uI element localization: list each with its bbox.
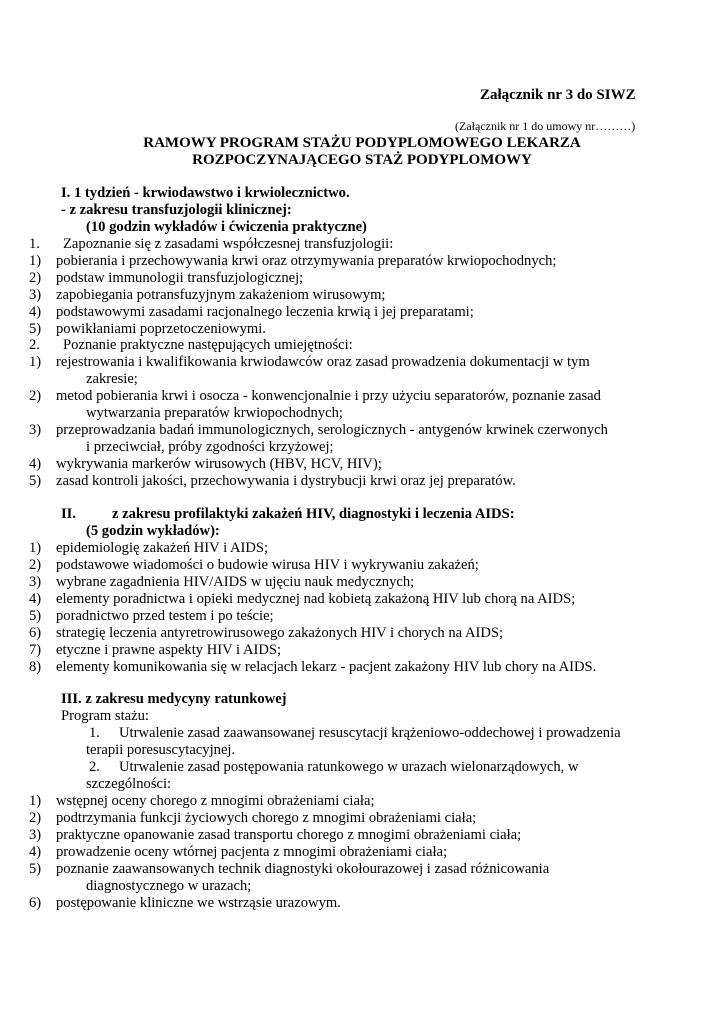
section1-list2-item-text: przeprowadzania badań immunologicznych, serologicznych - antygenów krwinek czerwonych xyxy=(56,422,608,438)
section2-list-item-number: 1) xyxy=(29,540,42,556)
document-title-line2: ROZPOCZYNAJĄCEGO STAŻ PODYPLOMOWY xyxy=(192,152,532,168)
section2-list-item-text: strategię leczenia antyretrowirusowego zakażonych HIV i chorych na AIDS; xyxy=(56,625,504,641)
section1-heading: I. 1 tydzień - krwiodawstwo i krwiolecznictwo. xyxy=(61,185,350,201)
section1-list1-item-number: 5) xyxy=(29,321,42,337)
section3-list-item-number: 5) xyxy=(29,861,42,877)
section2-number: II. xyxy=(61,506,77,522)
annex-label: Załącznik nr 3 do SIWZ xyxy=(480,87,636,103)
section1-sub2: (10 godzin wykładów i ćwiczenia praktyczne) xyxy=(86,219,367,235)
section1-list2-item-number: 3) xyxy=(29,422,42,438)
section2-list-item-text: wybrane zagadnienia HIV/AIDS w ujęciu nauk medycznych; xyxy=(56,574,415,590)
section1-part1-text: Zapoznanie się z zasadami współczesnej transfuzjologii: xyxy=(63,236,394,252)
section3-list-item-number: 3) xyxy=(29,827,42,843)
section3-p1-number: 1. xyxy=(89,725,100,741)
section2-list-item-number: 6) xyxy=(29,625,42,641)
section3-p1-continuation: terapii poresuscytacyjnej. xyxy=(86,742,236,758)
section3-list-item-text: poznanie zaawansowanych technik diagnostyki okołourazowej i zasad różnicowania xyxy=(56,861,550,877)
section1-list1-item-text: powikłaniami poprzetoczeniowymi. xyxy=(56,321,266,337)
section2-list-item-number: 8) xyxy=(29,659,42,675)
section1-part2-number: 2. xyxy=(29,337,40,353)
section1-list2-item-text: zasad kontroli jakości, przechowywania i dystrybucji krwi oraz jej preparatów. xyxy=(56,473,516,489)
section2-heading: z zakresu profilaktyki zakażeń HIV, diagnostyki i leczenia AIDS: xyxy=(112,506,515,522)
section3-p2-text: Utrwalenie zasad postępowania ratunkowego w urazach wielonarządowych, w xyxy=(119,759,579,775)
section3-p2-continuation: szczególności: xyxy=(86,776,172,792)
section1-part1-number: 1. xyxy=(29,236,40,252)
section1-list2-item-number: 4) xyxy=(29,456,42,472)
section2-list-item-number: 2) xyxy=(29,557,42,573)
section3-list-item-text: praktyczne opanowanie zasad transportu chorego z mnogimi obrażeniami ciała; xyxy=(56,827,522,843)
section3-list-item-continuation: diagnostycznego w urazach; xyxy=(86,878,252,894)
section3-list-item-number: 1) xyxy=(29,793,42,809)
section1-list2-item-text: rejestrowania i kwalifikowania krwiodawców oraz zasad prowadzenia dokumentacji w tym xyxy=(56,354,590,370)
section1-list2-item-continuation: i przeciwciał, próby zgodności krzyżowej; xyxy=(86,439,334,455)
section1-list1-item-number: 4) xyxy=(29,304,42,320)
section1-list2-item-number: 2) xyxy=(29,388,42,404)
annex-note: (Załącznik nr 1 do umowy nr………) xyxy=(455,119,636,133)
section1-list1-item-number: 3) xyxy=(29,287,42,303)
section2-list-item-text: elementy komunikowania się w relacjach lekarz - pacjent zakażony HIV lub chory na AIDS. xyxy=(56,659,597,675)
section1-list1-item-number: 1) xyxy=(29,253,42,269)
section2-list-item-text: poradnictwo przed testem i po teście; xyxy=(56,608,274,624)
section2-list-item-number: 5) xyxy=(29,608,42,624)
section3-list-item-text: podtrzymania funkcji życiowych chorego z mnogimi obrażeniami ciała; xyxy=(56,810,477,826)
section3-list-item-text: wstępnej oceny chorego z mnogimi obrażeniami ciała; xyxy=(56,793,375,809)
section1-list2-item-number: 5) xyxy=(29,473,42,489)
section3-list-item-text: postępowanie kliniczne we wstrząsie urazowym. xyxy=(56,895,341,911)
section3-p2-number: 2. xyxy=(89,759,100,775)
section2-list-item-text: podstawowe wiadomości o budowie wirusa HIV i wykrywaniu zakażeń; xyxy=(56,557,479,573)
section1-list1-item-text: zapobiegania potransfuzyjnym zakażeniom wirusowym; xyxy=(56,287,386,303)
section2-list-item-number: 3) xyxy=(29,574,42,590)
section1-list1-item-number: 2) xyxy=(29,270,42,286)
section1-list1-item-text: podstawowymi zasadami racjonalnego leczenia krwią i jej preparatami; xyxy=(56,304,474,320)
section2-list-item-text: epidemiologię zakażeń HIV i AIDS; xyxy=(56,540,269,556)
section1-list1-item-text: pobierania i przechowywania krwi oraz otrzymywania preparatów krwiopochodnych; xyxy=(56,253,557,269)
document-title-line1: RAMOWY PROGRAM STAŻU PODYPLOMOWEGO LEKARZA xyxy=(143,135,581,151)
section1-list1-item-text: podstaw immunologii transfuzjologicznej; xyxy=(56,270,304,286)
section3-p1-text: Utrwalenie zasad zaawansowanej resuscytacji krążeniowo-oddechowej i prowadzenia xyxy=(119,725,621,741)
section3-heading: III. z zakresu medycyny ratunkowej xyxy=(61,691,287,707)
section3-list-item-number: 6) xyxy=(29,895,42,911)
section2-sub: (5 godzin wykładów): xyxy=(86,523,220,539)
section3-program: Program stażu: xyxy=(61,708,149,724)
section1-list2-item-text: wykrywania markerów wirusowych (HBV, HCV, HIV); xyxy=(56,456,382,472)
section2-list-item-number: 7) xyxy=(29,642,42,658)
section1-list2-item-continuation: wytwarzania preparatów krwiopochodnych; xyxy=(86,405,343,421)
section3-list-item-number: 4) xyxy=(29,844,42,860)
section1-sub1: - z zakresu transfuzjologii klinicznej: xyxy=(61,202,292,218)
section2-list-item-text: elementy poradnictwa i opieki medycznej nad kobietą zakażoną HIV lub chorą na AIDS; xyxy=(56,591,576,607)
section1-list2-item-text: metod pobierania krwi i osocza - konwencjonalnie i przy użyciu separatorów, poznanie zasad xyxy=(56,388,601,404)
section1-part2-text: Poznanie praktyczne następujących umiejętności: xyxy=(63,337,353,353)
section1-list2-item-continuation: zakresie; xyxy=(86,371,138,387)
section1-list2-item-number: 1) xyxy=(29,354,42,370)
section2-list-item-text: etyczne i prawne aspekty HIV i AIDS; xyxy=(56,642,282,658)
section2-list-item-number: 4) xyxy=(29,591,42,607)
section3-list-item-text: prowadzenie oceny wtórnej pacjenta z mnogimi obrażeniami ciała; xyxy=(56,844,448,860)
section3-list-item-number: 2) xyxy=(29,810,42,826)
